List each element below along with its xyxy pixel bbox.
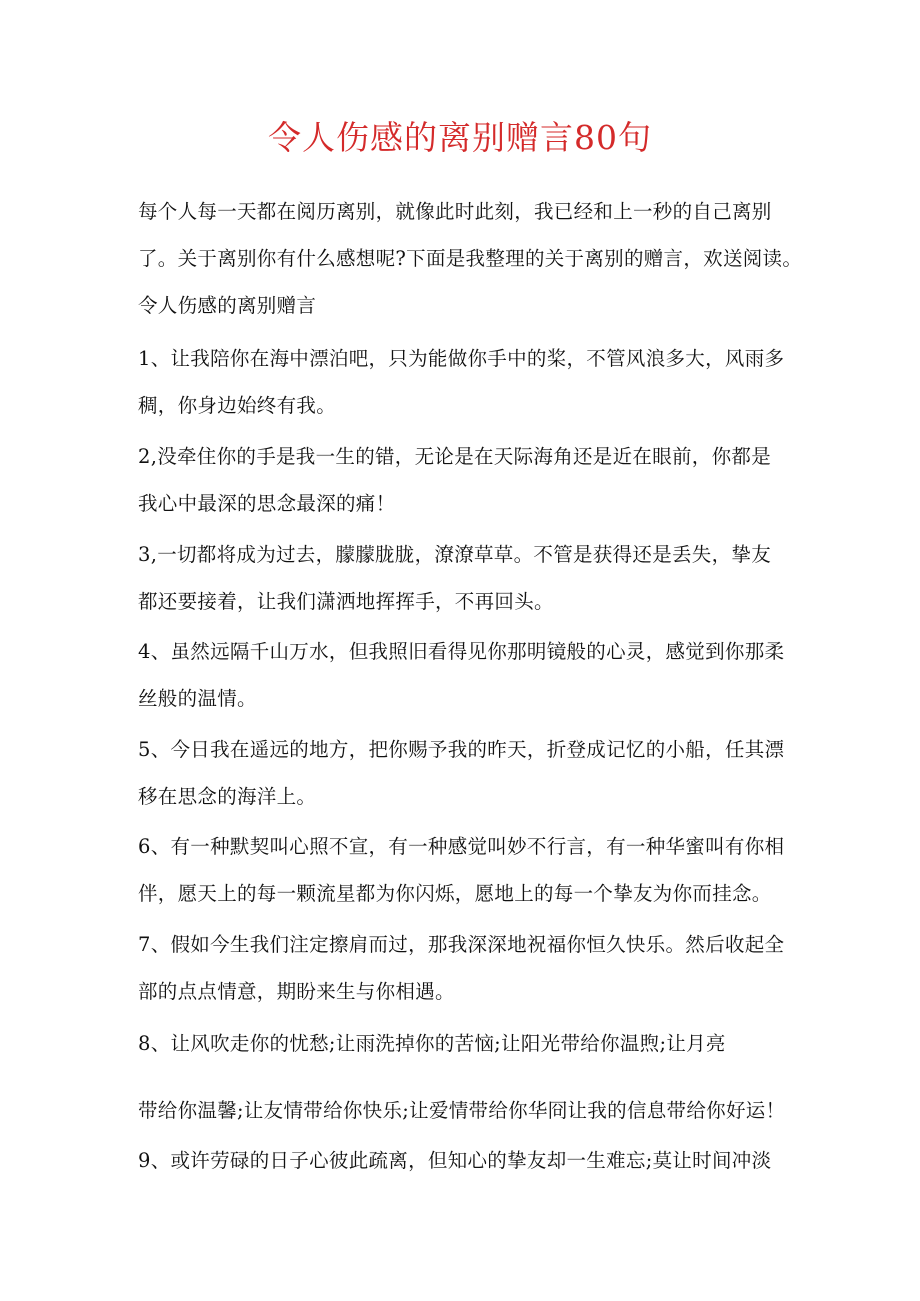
- body-line: 2,没牵住你的手是我一生的错，无论是在天际海角还是近在眼前，你都是: [138, 445, 772, 468]
- body-line: 9、或许劳碌的日子心彼此疏离，但知心的挚友却一生难忘;莫让时间冲淡: [138, 1149, 772, 1172]
- body-line: 都还要接着，让我们潇洒地挥挥手，不再回头。: [138, 590, 554, 613]
- body-line: 丝般的温情。: [138, 687, 257, 710]
- body-line: 3,一切都将成为过去，朦朦胧胧，潦潦草草。不管是获得还是丢失，挚友: [138, 543, 772, 566]
- body-line: 8、让风吹走你的忧愁;让雨洗掉你的苦恼;让阳光带给你温煦;让月亮: [138, 1032, 726, 1055]
- body-line: 了。关于离别你有什么感想呢?下面是我整理的关于离别的赠言，欢送阅读。: [138, 247, 803, 270]
- body-line: 带给你温馨;让友情带给你快乐;让爱情带给你华冏让我的信息带给你好运！: [138, 1099, 786, 1122]
- document-title: 令人伤感的离别赠言80句: [268, 118, 652, 157]
- body-line: 每个人每一天都在阅历离别，就像此时此刻，我已经和上一秒的自己离别: [138, 200, 772, 223]
- body-line: 移在思念的海洋上。: [138, 785, 317, 808]
- body-line: 伴，愿天上的每一颗流星都为你闪烁，愿地上的每一个挚友为你而挂念。: [138, 882, 772, 905]
- body-line: 稠，你身边始终有我。: [138, 394, 337, 417]
- body-line: 5、今日我在遥远的地方，把你赐予我的昨天，折登成记忆的小船，任其漂: [138, 738, 785, 761]
- body-line: 6、有一种默契叫心照不宣，有一种感觉叫妙不行言，有一种华蜜叫有你相: [138, 835, 785, 858]
- section-heading: 令人伤感的离别赠言: [138, 294, 317, 317]
- body-line: 4、虽然远隔千山万水，但我照旧看得见你那明镜般的心灵，感觉到你那柔: [138, 640, 785, 663]
- body-line: 7、假如今生我们注定擦肩而过，那我深深地祝福你恒久快乐。然后收起全: [138, 933, 785, 956]
- body-line: 部的点点情意，期盼来生与你相遇。: [138, 980, 455, 1003]
- body-line: 1、让我陪你在海中漂泊吧，只为能做你手中的桨，不管风浪多大，风雨多: [138, 347, 785, 370]
- body-line: 我心中最深的思念最深的痛！: [138, 492, 396, 515]
